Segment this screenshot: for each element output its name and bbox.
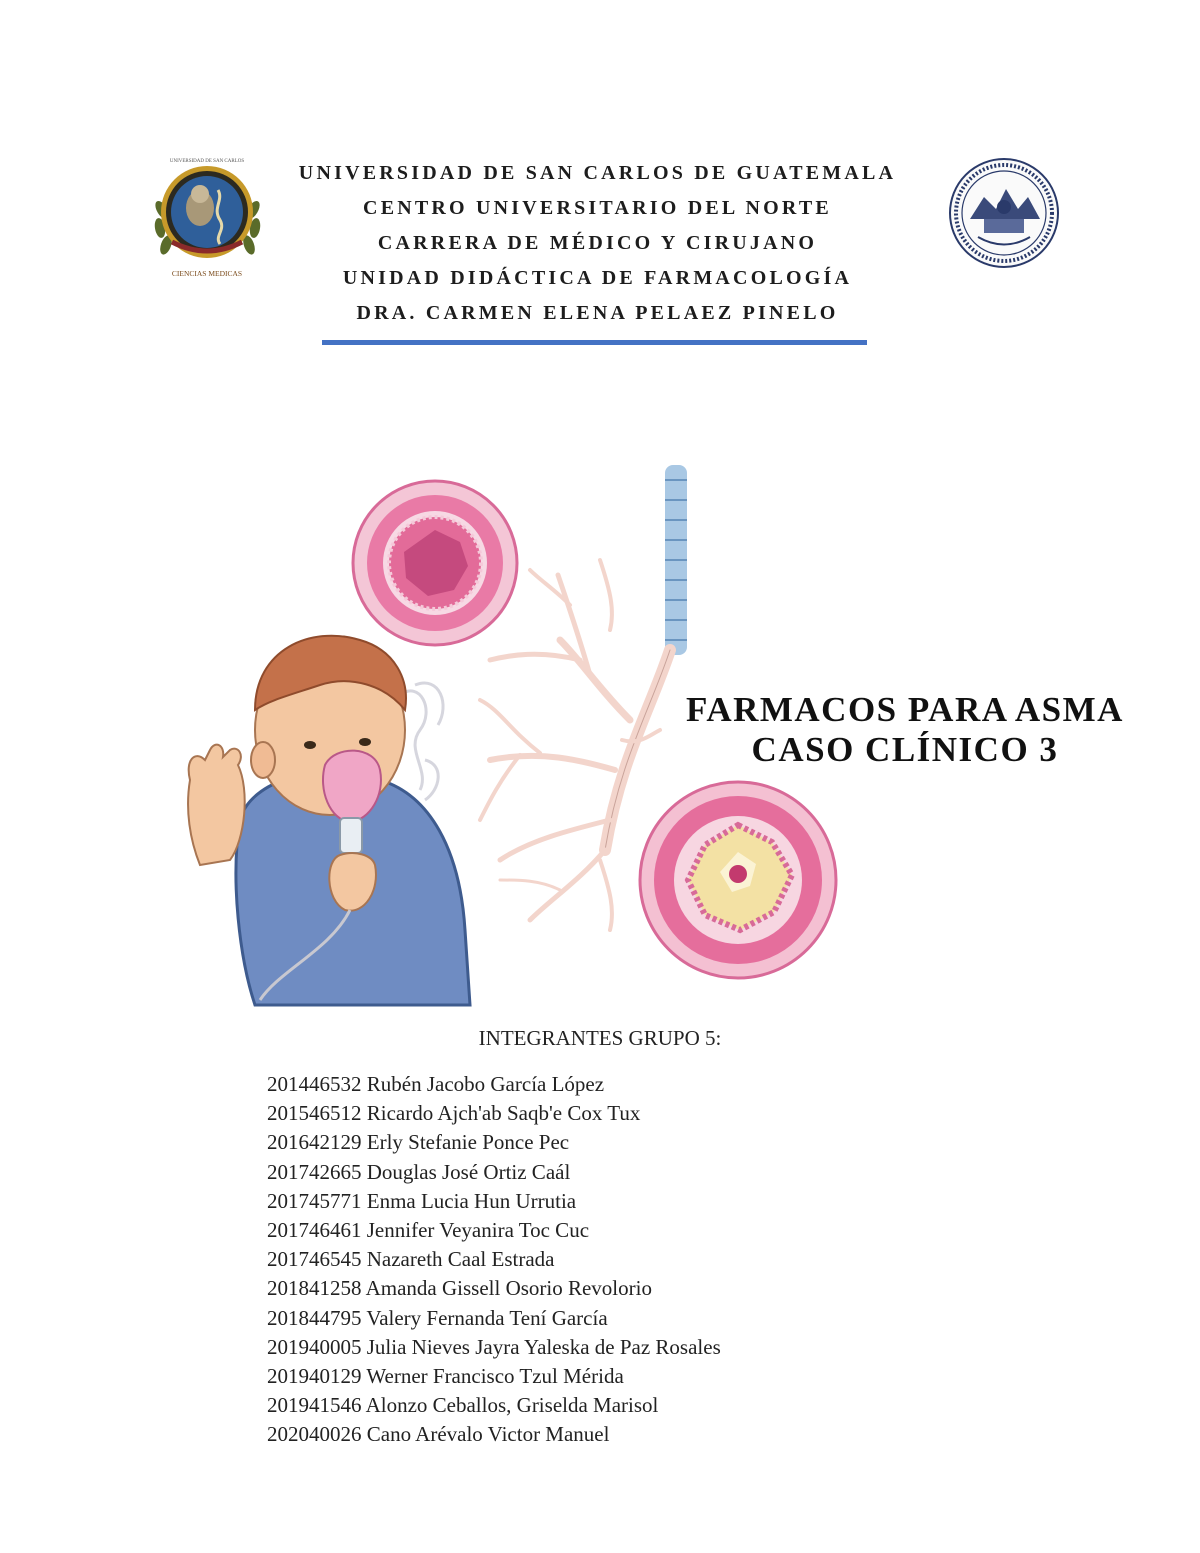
list-item: 202040026 Cano Arévalo Victor Manuel — [267, 1422, 610, 1447]
members-heading: INTEGRANTES GRUPO 5: — [478, 1026, 722, 1050]
list-item: 201746461 Jennifer Veyanira Toc Cuc — [267, 1218, 590, 1243]
child-with-nebulizer-icon — [188, 636, 470, 1005]
list-item: 201546512 Ricardo Ajch'ab Saqb'e Cox Tux — [267, 1101, 641, 1126]
institution-header — [270, 156, 925, 331]
list-item: 201642129 Erly Stefanie Ponce Pec — [267, 1130, 570, 1155]
list-item: 201745771 Enma Lucia Hun Urrutia — [267, 1188, 577, 1213]
svg-text:CIENCIAS MEDICAS: CIENCIAS MEDICAS — [171, 269, 243, 278]
members-list — [267, 1070, 721, 1450]
title-line-2: CASO CLÍNICO 3 — [751, 730, 1059, 769]
professor-name: DRA. CARMEN ELENA PELAEZ PINELO — [356, 302, 839, 324]
list-item: 201844795 Valery Fernanda Tení García — [267, 1305, 608, 1330]
svg-text:UNIVERSIDAD DE SAN CARLOS: UNIVERSIDAD DE SAN CARLOS — [169, 159, 245, 164]
list-item: 201941546 Alonzo Ceballos, Griselda Marisol — [267, 1393, 659, 1418]
center-name: CENTRO UNIVERSITARIO DEL NORTE — [363, 197, 832, 219]
career-name: CARRERA DE MÉDICO Y CIRUJANO — [377, 232, 818, 254]
list-item: 201446532 Rubén Jacobo García López — [267, 1072, 605, 1096]
university-name: UNIVERSIDAD DE SAN CARLOS DE GUATEMALA — [298, 162, 897, 184]
usac-seal-logo — [948, 157, 1060, 269]
document-title — [665, 690, 1145, 770]
normal-bronchus-section-icon — [353, 481, 517, 645]
list-item: 201746545 Nazareth Caal Estrada — [267, 1247, 555, 1272]
inflamed-bronchus-section-icon — [640, 782, 836, 978]
header-divider — [322, 340, 867, 345]
list-item: 201940005 Julia Nieves Jayra Yaleska de Paz Rosales — [267, 1334, 721, 1359]
list-item: 201742665 Douglas José Ortiz Caál — [267, 1159, 571, 1184]
trachea-icon — [665, 465, 687, 655]
unit-name: UNIDAD DIDÁCTICA DE FARMACOLOGÍA — [342, 267, 853, 289]
facultad-ciencias-medicas-logo — [150, 150, 265, 285]
list-item: 201940129 Werner Francisco Tzul Mérida — [267, 1364, 624, 1389]
title-line-1: FARMACOS PARA ASMA — [686, 690, 1124, 729]
list-item: 201841258 Amanda Gissell Osorio Revolorio — [267, 1276, 652, 1301]
